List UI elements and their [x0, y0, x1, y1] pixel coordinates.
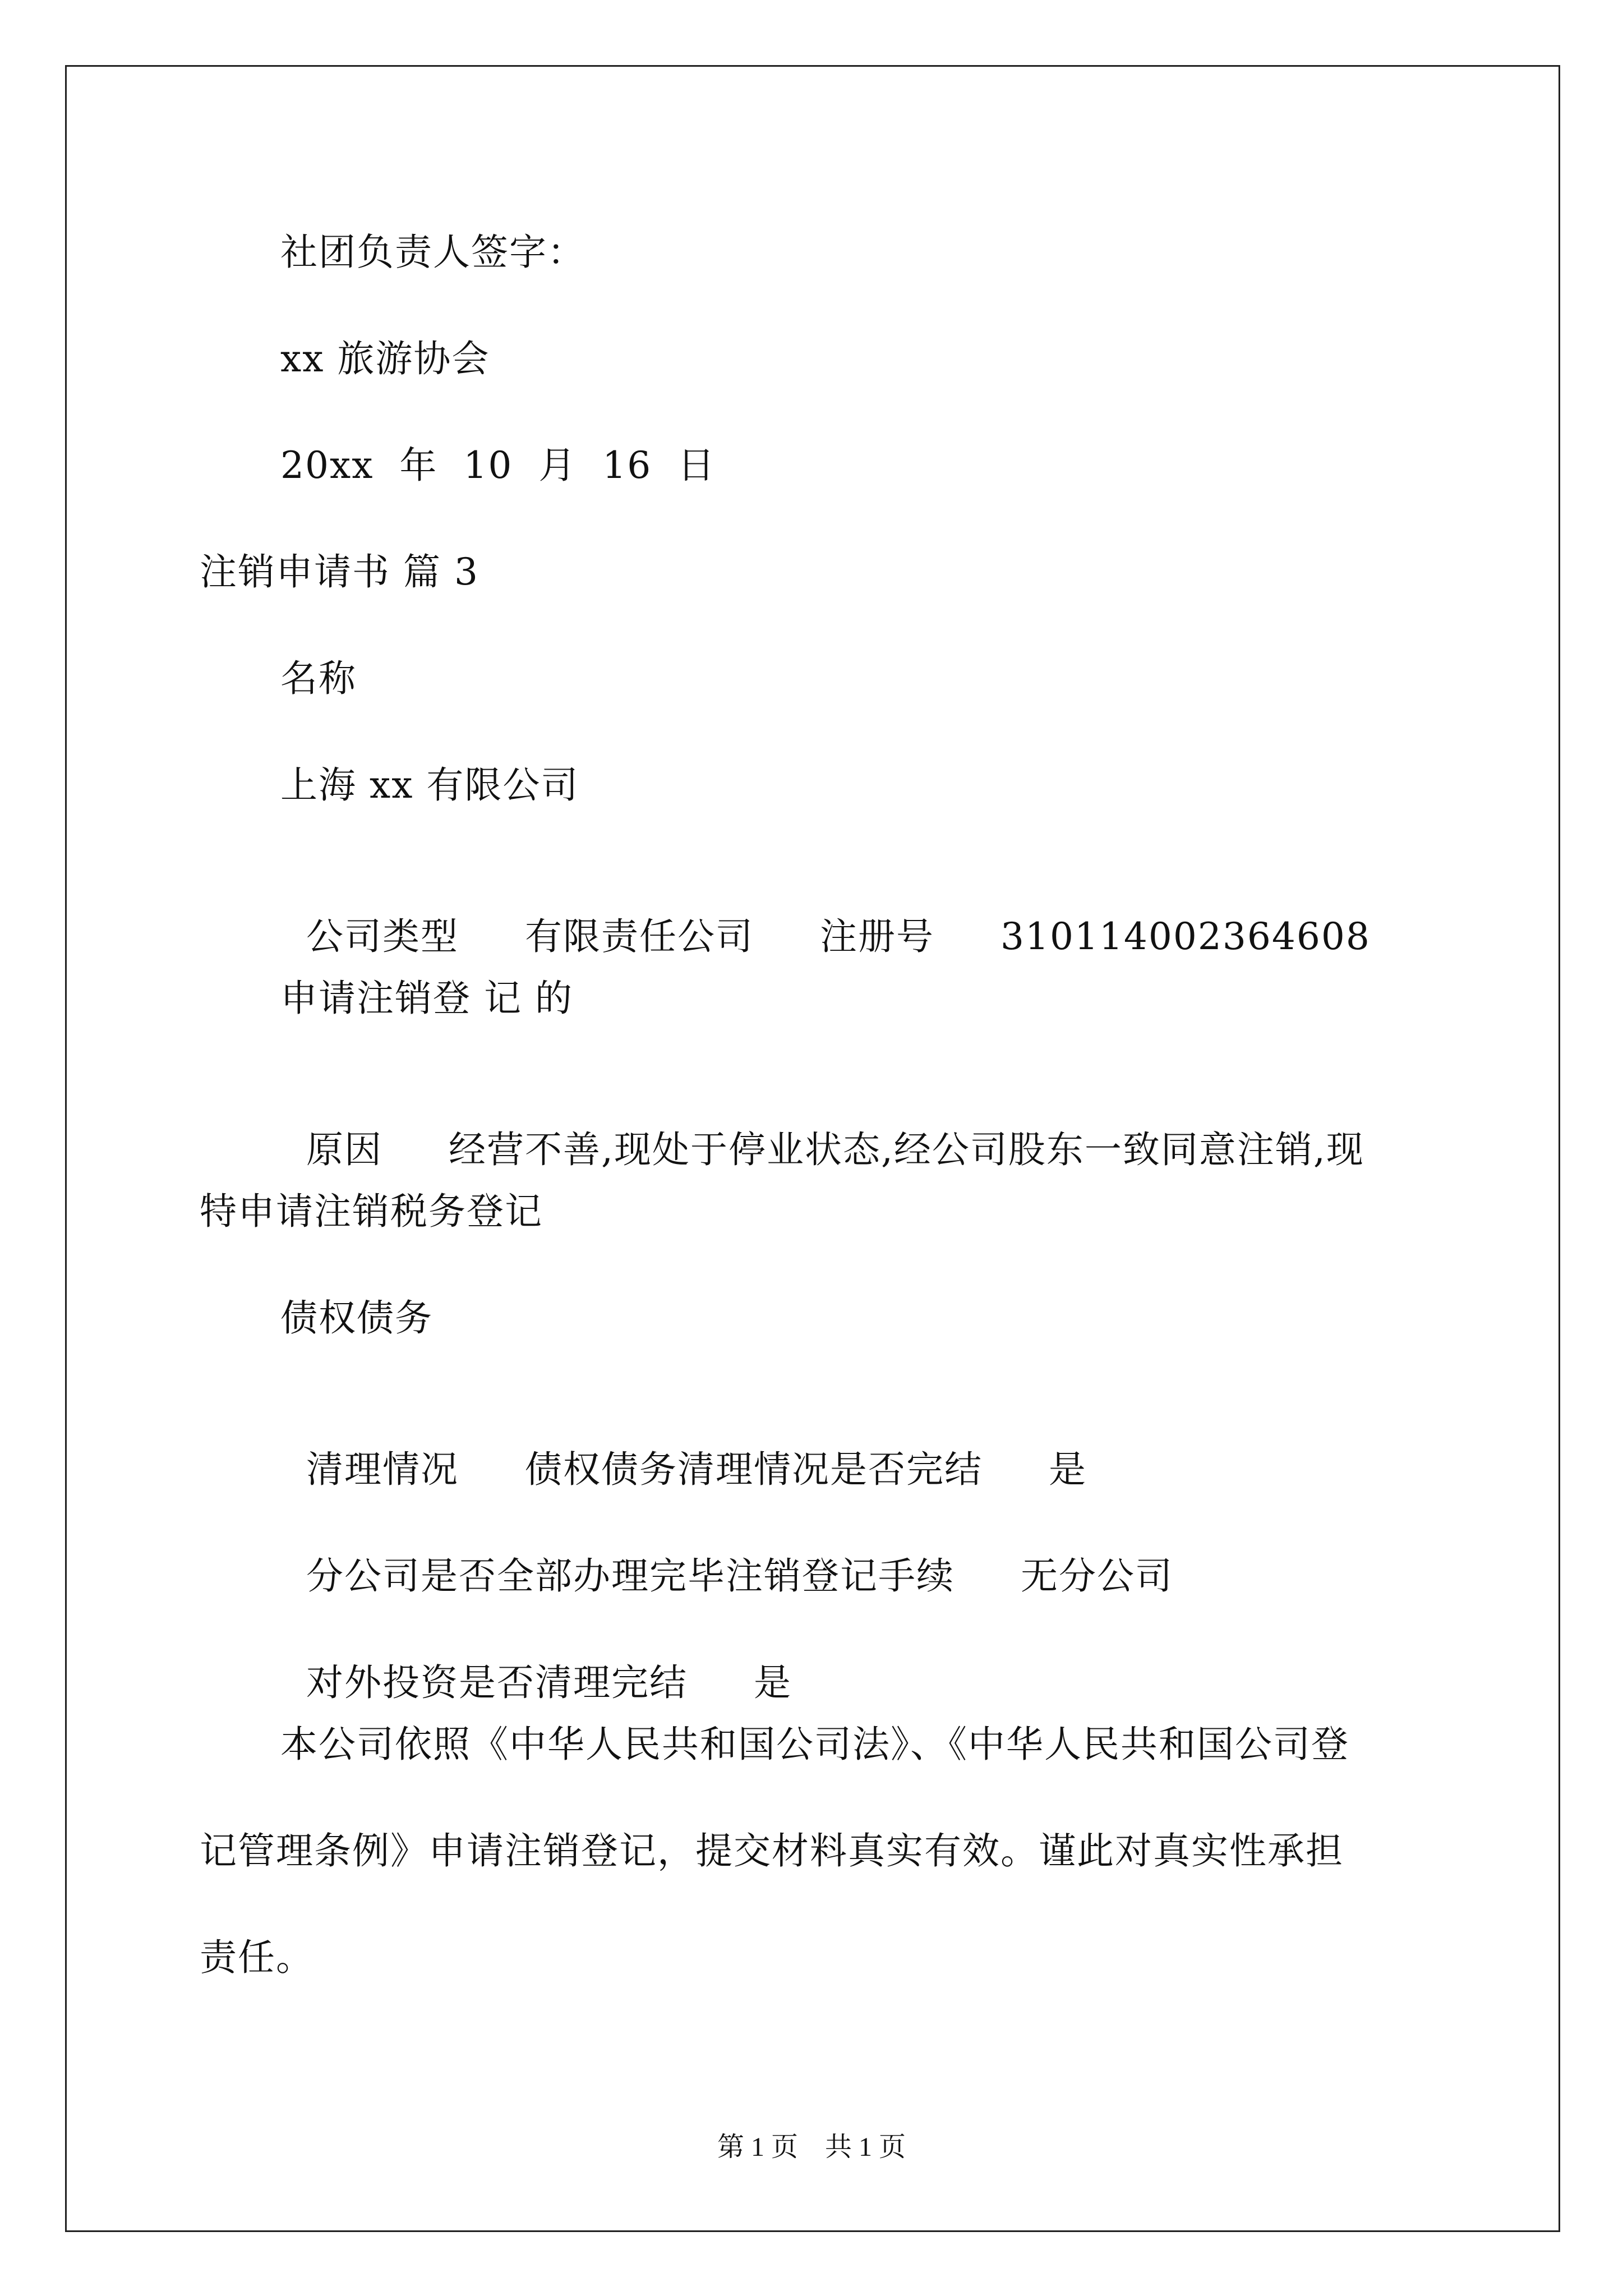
registration-number-label: 注册号 — [819, 915, 934, 958]
signature-label: 社团负责人签字： — [280, 231, 585, 274]
company-type-row — [280, 869, 1371, 959]
reason-heading: 申请注销登 记 的 — [280, 977, 573, 1020]
association-name: xx 旅游协会 — [280, 337, 490, 380]
debt-label: 债权债务 — [280, 1296, 433, 1340]
company-type-label: 公司类型 — [306, 915, 459, 958]
clearance-row — [280, 1402, 1087, 1492]
clearance-label: 清理情况 — [306, 1448, 459, 1491]
investment-row — [280, 1616, 792, 1705]
registration-number-value: 310114002364608 — [1000, 915, 1371, 958]
investment-answer: 是 — [753, 1661, 792, 1704]
investment-question: 对外投资是否清理完结 — [306, 1661, 688, 1704]
reason-row — [280, 1083, 1364, 1172]
branch-answer: 无分公司 — [1020, 1554, 1173, 1598]
declaration-line-3: 责任。 — [200, 1936, 314, 1979]
declaration-line-2: 记管理条例》申请注销登记，提交材料真实有效。谨此对真实性承担 — [200, 1829, 1344, 1872]
branch-row — [280, 1509, 1173, 1599]
name-label: 名称 — [280, 657, 357, 700]
company-type-value: 有限责任公司 — [524, 915, 754, 958]
branch-question: 分公司是否全部办理完毕注销登记手续 — [306, 1554, 955, 1598]
reason-text: 经营不善,现处于停业状态,经公司股东一致同意注销,现 — [448, 1128, 1364, 1171]
clearance-question: 债权债务清理情况是否完结 — [524, 1448, 983, 1491]
declaration-line-1: 本公司依照《中华人民共和国公司法》、《中华人民共和国公司登 — [280, 1723, 1349, 1766]
reason-text-continued: 特申请注销税务登记 — [200, 1190, 543, 1233]
page-footer: 第 1 页 共 1 页 — [717, 2132, 906, 2162]
clearance-answer: 是 — [1048, 1448, 1087, 1491]
reason-label: 原因 — [306, 1128, 382, 1171]
section-heading: 注销申请书 篇 3 — [200, 550, 479, 593]
document-date: 20xx 年 10 月 16 日 — [280, 444, 716, 487]
company-name: 上海 xx 有限公司 — [280, 763, 579, 807]
